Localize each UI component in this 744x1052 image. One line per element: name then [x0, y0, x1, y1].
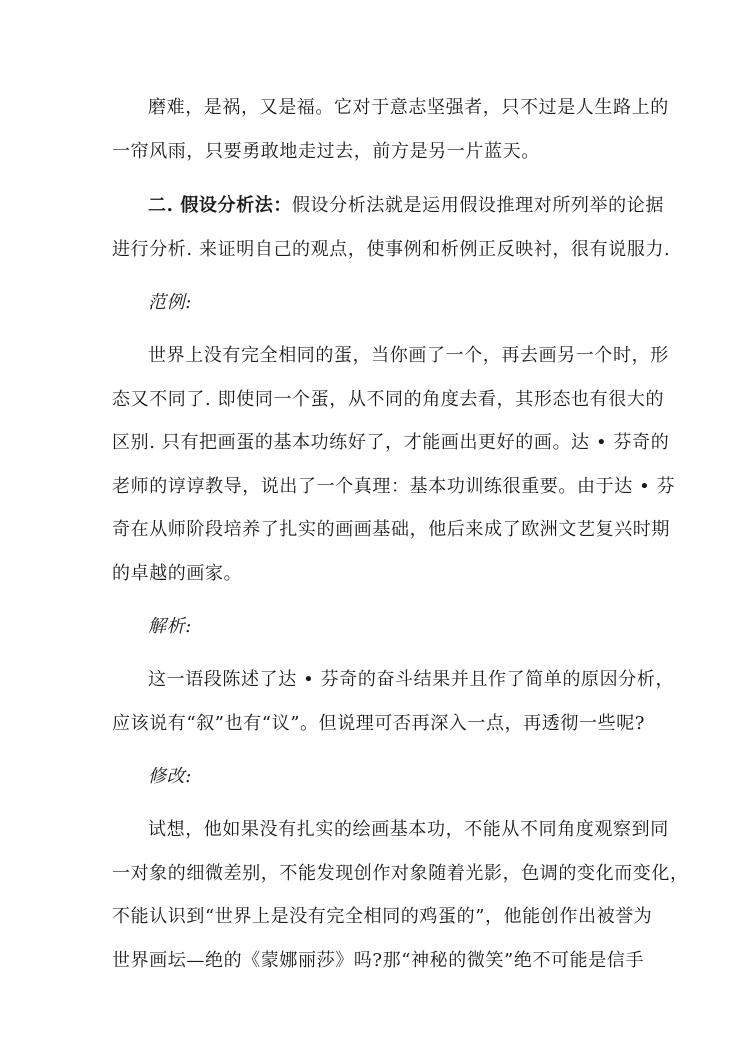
paragraph-line: 不能认识到“世界上是没有完全相同的鸡蛋的”，他能创作出被誉为 — [112, 906, 653, 927]
paragraph-line: 区别. 只有把画蛋的基本功练好了，才能画出更好的画。达 • 芬奇的 — [112, 432, 670, 453]
paragraph-line: 试想，他如果没有扎实的绘画基本功，不能从不同角度观察到同 — [148, 819, 669, 840]
section-definition-line: 进行分析. 来证明自己的观点，使事例和析例正反映衬，很有说服力. — [112, 239, 671, 260]
paragraph-line: 老师的谆谆教导，说出了一个真理：基本功训练很重要。由于达 • 芬 — [112, 476, 676, 497]
revision-label: 修改: — [148, 766, 192, 787]
paragraph-line: 世界上没有完全相同的蛋，当你画了一个，再去画另一个时，形 — [148, 345, 669, 366]
section-heading-line — [148, 194, 664, 218]
paragraph-line: 应该说有“叙”也有“议”。但说理可否再深入一点，再透彻一些呢? — [112, 713, 646, 734]
paragraph-line: 磨难，是祸，又是福。它对于意志坚强者，只不过是人生路上的 — [148, 97, 669, 118]
paragraph-line: 奇在从师阶段培养了扎实的画画基础，他后来成了欧洲文艺复兴时期 — [112, 519, 670, 540]
paragraph-line: 一帘风雨，只要勇敢地走过去，前方是另一片蓝天。 — [112, 141, 540, 162]
section-heading: 二. 假设分析法： — [148, 195, 292, 216]
analysis-label: 解析: — [148, 616, 192, 637]
paragraph-line: 世界画坛—绝的《蒙娜丽莎》吗?那“神秘的微笑”绝不可能是信手 — [112, 950, 645, 971]
paragraph-line: 这一语段陈述了达 • 芬奇的奋斗结果并且作了简单的原因分析， — [148, 669, 675, 690]
example-label: 范例: — [148, 292, 192, 313]
section-definition-text: 假设分析法就是运用假设推理对所列举的论据 — [291, 195, 664, 216]
paragraph-line: 的卓越的画家。 — [112, 563, 243, 584]
paragraph-line: 态又不同了. 即使同一个蛋，从不同的角度去看，其形态也有很大的 — [112, 389, 665, 410]
paragraph-line: 一对象的细微差别，不能发现创作对象随着光影，色调的变化而变化， — [112, 863, 689, 884]
